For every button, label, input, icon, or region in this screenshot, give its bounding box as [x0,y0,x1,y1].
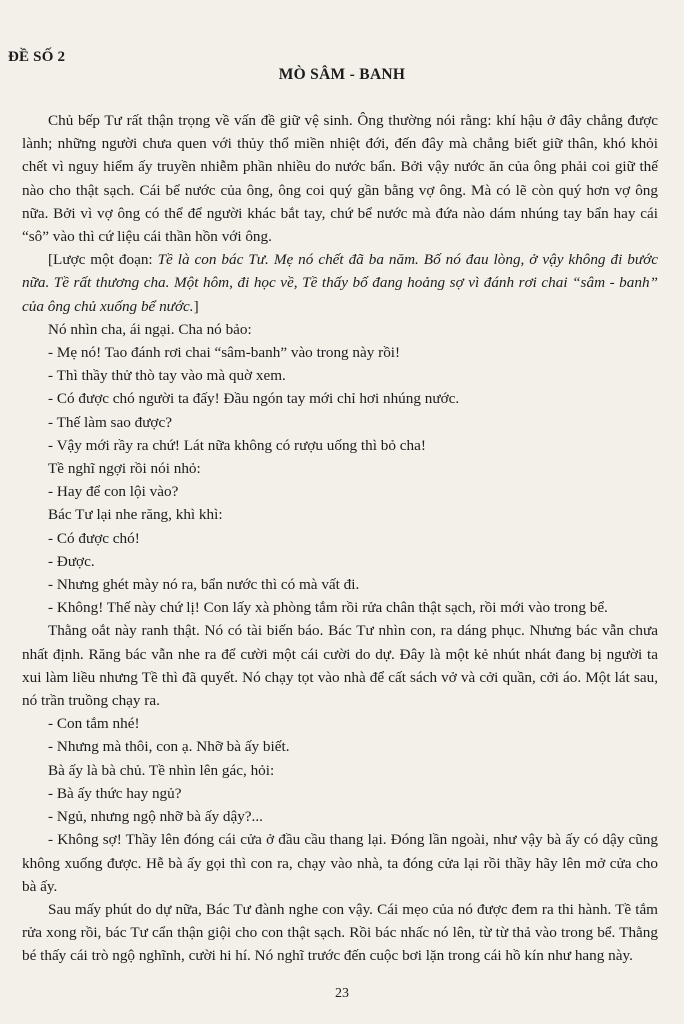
dialogue-line: - Có được chó người ta đấy! Đầu ngón tay mới chỉ hơi nhúng nước. [48,390,460,408]
dialogue-line: - Được. [48,552,95,570]
dialogue-line: - Có được chó! [48,529,140,547]
summary-close: ] [193,297,199,315]
paragraph: Tề nghĩ ngợi rồi nói nhỏ: [48,460,201,478]
story-title: MÒ SÂM - BANH [278,66,406,83]
dialogue-line: - Thì thầy thử thò tay vào mà quờ xem. [48,367,286,385]
summary-text: Tề là con bác Tư. Mẹ nó chết đã ba năm. Bố nó đau lòng, ở vậy không đi bước nữa. Tề rất thương cha. Một hôm, đi học về, Tề thấy bố đang hoảng sợ vì đánh rơi chai “sâm - banh” của ông chủ xuống bể nước. [22,251,658,315]
paragraph: Thằng oắt này ranh thật. Nó có tài biến báo. Bác Tư nhìn con, ra dáng phục. Nhưng bác vẫn chưa nhất định. Răng bác vẫn nhe ra để cười một cái cười do dự. Đây là một kẻ nhút nhát đang bị người ta xui làm liều nhưng Tề thì đã quyết. Nó chạy tọt vào nhà để cất sách vở và cởi quần, cởi áo. Một lát sau, nó trần truồng chạy ra. [22,622,658,710]
paragraph: Bà ấy là bà chủ. Tề nhìn lên gác, hỏi: [48,761,275,779]
dialogue-line: - Không! Thế này chứ lị! Con lấy xà phòng tắm rồi rửa chân thật sạch, rồi mới vào trong bể. [48,599,608,617]
dialogue-line: - Con tắm nhé! [48,715,140,733]
story-body [22,109,658,968]
paragraph-intro: Chủ bếp Tư rất thận trọng về vấn đề giữ vệ sinh. Ông thường nói rằng: khí hậu ở đây chẳng được lành; những người chưa quen với thủy thổ miền nhiệt đới, đến đây mà chẳng biết giữ thân, khó khỏi chết vì nguy hiểm ấy truyền nhiễm phần nhiều do nước bẩn. Bởi vậy nước ăn của ông phải coi giữ thế nào cho thật sạch. Cái bể nước của ông, ông coi quý gần bằng vợ ông. Mà có lẽ còn quý hơn vợ ông nữa. Bởi vì vợ ông có thể để người khác bắt tay, chứ bể nước mà đứa nào dám nhúng tay bẩn hay cái “sô” vào thì cứ liệu cái thần hồn với ông. [22,112,658,246]
dialogue-line: - Không sợ! Thầy lên đóng cái cửa ở đầu cầu thang lại. Đóng lần ngoài, như vậy bà ấy có dậy cũng không xuống được. Hễ bà ấy gọi thì con ra, chạy vào nhà, ta đóng cửa lại rồi thầy hãy lên mở cửa cho bà ấy. [22,831,658,895]
dialogue-line: - Ngủ, nhưng ngộ nhỡ bà ấy dậy?... [48,808,263,826]
paragraph: Sau mấy phút do dự nữa, Bác Tư đành nghe con vậy. Cái mẹo của nó được đem ra thi hành. Tề tắm rửa xong rồi, bác Tư cẩn thận giội cho con thật sạch. Rồi bác nhấc nó lên, từ từ thả vào trong bể. Thằng bé thấy cái trò ngộ nghĩnh, cười hi hí. Nó nghĩ trước đến cuộc bơi lặn trong cái hồ kín như hang này. [22,900,658,965]
dialogue-line: - Mẹ nó! Tao đánh rơi chai “sâm-banh” vào trong này rồi! [48,344,401,362]
summary-open: [Lược một đoạn: [48,251,158,269]
dialogue-line: - Nhưng ghét mày nó ra, bẩn nước thì có mà vất đi. [48,576,360,594]
dialogue-line: - Vậy mới rầy ra chứ! Lát nữa không có rượu uống thì bỏ cha! [48,436,426,454]
exam-label: ĐỀ SỐ 2 [8,49,66,65]
paragraph: Bác Tư lại nhe răng, khì khì: [48,506,223,524]
page-number: 23 [335,986,349,1001]
dialogue-line: - Bà ấy thức hay ngủ? [48,784,182,802]
paragraph-summary [22,248,658,318]
paragraph: Nó nhìn cha, ái ngại. Cha nó bảo: [48,320,252,338]
dialogue-line: - Thế làm sao được? [48,413,172,431]
dialogue-line: - Nhưng mà thôi, con ạ. Nhỡ bà ấy biết. [48,738,290,756]
dialogue-line: - Hay để con lội vào? [48,483,179,501]
